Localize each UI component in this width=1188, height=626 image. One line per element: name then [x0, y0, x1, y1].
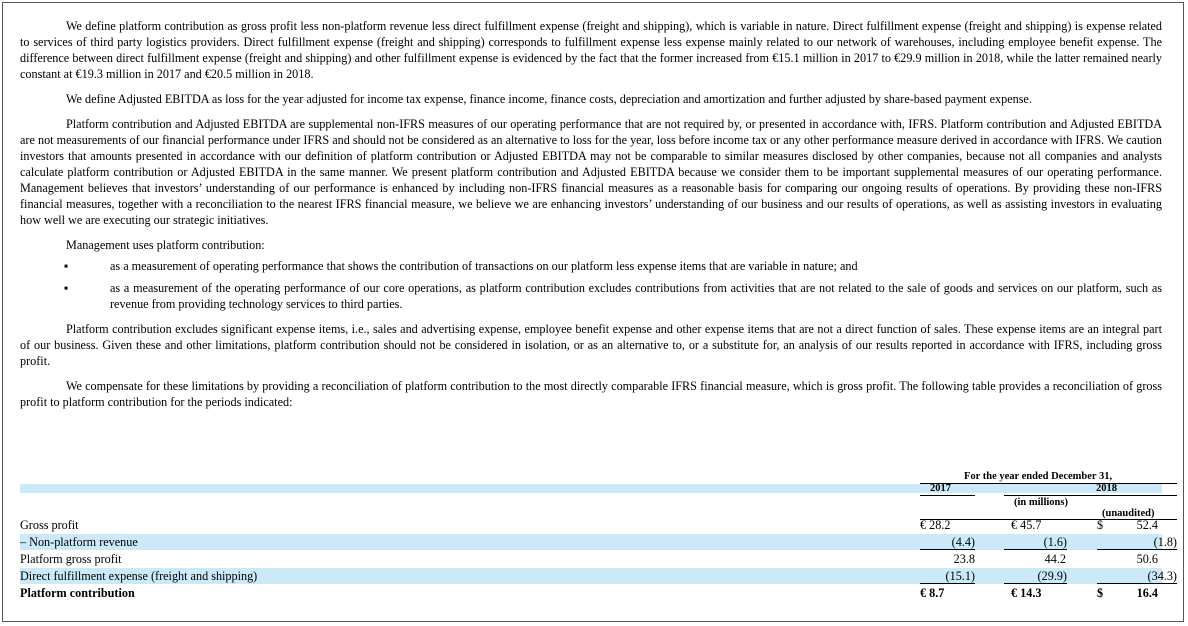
table-row: [20, 568, 1177, 584]
value-2018-eur: 44.2: [1044, 552, 1066, 566]
usd-symbol: $: [1097, 518, 1104, 532]
list-item: [20, 258, 1162, 274]
units-label: (in millions): [1014, 497, 1068, 508]
value-2017: € 28.2: [920, 518, 951, 532]
bullet-icon: ▪: [64, 281, 69, 295]
row-label: Platform gross profit: [20, 552, 122, 566]
value-2017: 23.8: [953, 552, 975, 566]
value-2018-eur: (1.6): [1004, 535, 1067, 550]
paragraph-platform-contribution-definition: We define platform contribution as gross profit less non-platform revenue less direct fulfillment expense (freight and shipping), which is variable in nature. Direct fulfillment expense (freight and shipping) is expense related to services of third party logistics providers. Direct fulfillment expense (freight and shipping) corresponds to fulfillment expense less expense mainly related to our network of warehouses, including employee benefit expense. The difference between direct fulfillment expense (freight and shipping) and other fulfillment expense is evidenced by the fact that the former increased from €15.1 million in 2017 to €29.9 million in 2018, while the latter remained nearly constant at €19.3 million in 2017 and €20.5 million in 2018.: [20, 19, 1162, 81]
row-label: Direct fulfillment expense (freight and shipping): [20, 569, 258, 583]
table-row-total: [20, 585, 1162, 601]
value-2018-usd: (1.8): [1097, 535, 1177, 550]
paragraph-management-uses: Management uses platform contribution:: [66, 238, 265, 252]
column-header-2018: 2018: [1096, 483, 1117, 494]
bullet-list: [20, 258, 1162, 312]
column-header-2017: 2017: [930, 483, 951, 494]
table-row: [20, 551, 1162, 567]
paragraph-non-ifrs-measures: Platform contribution and Adjusted EBITDA are supplemental non-IFRS measures of our operating performance that are not required by, or presented in accordance with, IFRS. Platform contribution and Adjusted EBITDA are not measurements of our financial performance under IFRS and should not be considered as an alternative to loss for the year, loss before income tax or any other performance measure derived in accordance with IFRS. We caution investors that amounts presented in accordance with our definition of platform contribution or Adjusted EBITDA may not be comparable to similar measures disclosed by other companies, because not all companies and analysts calculate platform contribution or Adjusted EBITDA in the same manner. We present platform contribution and Adjusted EBITDA because we consider them to be important supplemental measures of our operating performance. Management believes that investors’ understanding of our performance is enhanced by including non-IFRS financial measures as a reasonable basis for comparing our ongoing results of operations. By providing these non-IFRS financial measures, together with a reconciliation to the nearest IFRS financial measure, we believe we are enhancing investors’ understanding of our business and our results of operations, as well as assisting investors in evaluating how well we are executing our strategic initiatives.: [20, 117, 1162, 227]
usd-symbol: $: [1097, 586, 1104, 600]
header-band: [20, 484, 1162, 493]
value-2018-usd: 16.4: [1136, 586, 1158, 600]
value-2017: € 8.7: [920, 586, 945, 600]
paragraph-adjusted-ebitda-definition: We define Adjusted EBITDA as loss for the year adjusted for income tax expense, finance income, finance costs, depreciation and amortization and further adjusted by share-based payment expense.: [66, 92, 1032, 106]
unaudited-label: (unaudited): [1102, 508, 1155, 519]
value-2018-eur: (29.9): [1004, 569, 1067, 584]
period-header: For the year ended December 31,: [964, 471, 1113, 482]
col-2017-rule: [920, 495, 975, 496]
bullet-text: as a measurement of operating performance that shows the contribution of transactions on our platform less expense items that are variable in nature; and: [110, 259, 858, 273]
bullet-text: as a measurement of the operating performance of our core operations, as platform contribution excludes contributions from activities that are not related to the sale of goods and services on our platform, such as revenue from providing technology services to third parties.: [110, 281, 1162, 311]
value-2018-usd: 50.6: [1136, 552, 1158, 566]
bullet-icon: ▪: [64, 259, 69, 273]
row-label: – Non-platform revenue: [20, 535, 138, 549]
col-2018-rule: [1004, 495, 1177, 496]
table-row: [20, 517, 1162, 533]
row-label: Platform contribution: [20, 586, 135, 600]
value-2018-eur: € 45.7: [1011, 518, 1042, 532]
list-item: [20, 280, 1162, 312]
value-2018-usd: (34.3): [1097, 569, 1177, 584]
paragraph-reconciliation-intro: We compensate for these limitations by providing a reconciliation of platform contribution to the most directly comparable IFRS financial measure, which is gross profit. The following table provides a reconciliation of gross profit to platform contribution for the periods indicated:: [20, 379, 1162, 409]
period-header-rule: [920, 483, 1177, 484]
table-row: [20, 534, 1177, 550]
value-2018-usd: 52.4: [1136, 518, 1158, 532]
value-2018-eur: € 14.3: [1011, 586, 1042, 600]
value-2017: (4.4): [920, 535, 975, 550]
paragraph-limitations: Platform contribution excludes significant expense items, i.e., sales and advertising expense, employee benefit expense and other expense items that are not a direct function of sales. These expense items are an integral part of our business. Given these and other limitations, platform contribution should not be considered in isolation, or as an alternative to, or a substitute for, an analysis of our results reported in accordance with IFRS, including gross profit.: [20, 322, 1162, 368]
document-body: [20, 18, 1162, 410]
value-2017: (15.1): [920, 569, 975, 584]
row-label: Gross profit: [20, 518, 79, 532]
